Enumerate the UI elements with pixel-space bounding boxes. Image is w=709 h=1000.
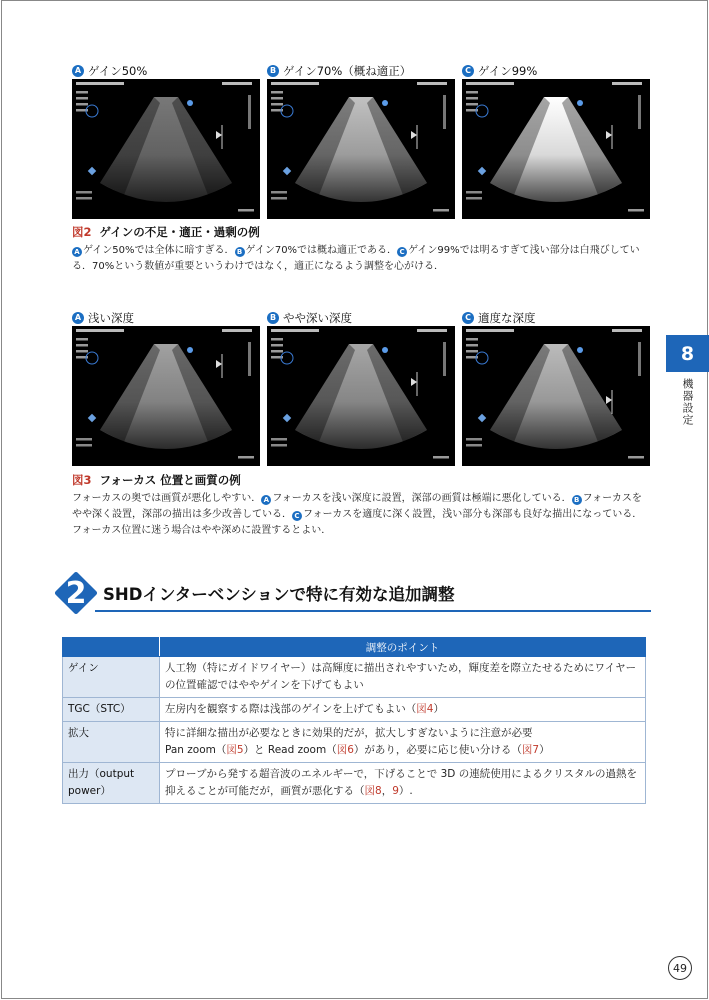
page-number: 49 — [668, 956, 692, 980]
panel-label: ゲイン50% — [88, 63, 148, 78]
figure-3-title: 図3 フォーカス 位置と画質の例 — [72, 473, 241, 487]
figure-number: 図2 — [72, 225, 92, 239]
table-column-header: 調整のポイント — [160, 638, 646, 657]
circle-letter-c: C — [462, 65, 474, 77]
panel-label: ゲイン70%（概ね適正） — [283, 63, 412, 78]
row-item: ゲイン — [63, 657, 160, 698]
figure-3-images — [72, 309, 650, 466]
ultrasound-image — [267, 79, 455, 219]
row-text: プローブから発する超音波のエネルギーで，下げることで 3D の連続使用によるクリスタルの過熱を抑えることが可能だが，画質が悪化する（図8，9）. — [160, 763, 646, 804]
circle-letter-b: B — [572, 495, 582, 505]
ultrasound-image — [72, 326, 260, 466]
table-row — [63, 698, 646, 722]
circle-letter-c: C — [462, 312, 474, 324]
figure-2-panel-c — [462, 62, 650, 219]
row-text: 人工物（特にガイドワイヤー）は高輝度に描出されやすいため，輝度差を際立たせるためにワイヤーの位置確認ではややゲインを下げてもよい — [160, 657, 646, 698]
ultrasound-image — [462, 79, 650, 219]
figure-2-caption: A ゲイン50%では全体に暗すぎる． B ゲイン70%では概ね適正である． C ゲイン99%では明るすぎて浅い部分は白飛びしている．70%という数値が重要というわけではなく，適正になるよう調整を心がける． — [72, 245, 640, 272]
figure-reference: 図6 — [336, 744, 354, 756]
circle-letter-b: B — [267, 65, 279, 77]
table-row — [63, 763, 646, 804]
circle-letter-a: A — [72, 247, 82, 257]
table-header-row — [63, 638, 646, 657]
figure-number: 図3 — [72, 473, 92, 487]
table-row — [63, 657, 646, 698]
row-item: 拡大 — [63, 722, 160, 763]
figure-3-panel-b — [267, 309, 455, 466]
figure-2-images — [72, 62, 650, 219]
section-number: 2 — [65, 575, 87, 611]
figure-reference: 図4 — [416, 703, 434, 715]
circle-letter-b: B — [267, 312, 279, 324]
circle-letter-c: C — [397, 247, 407, 257]
adjustment-table — [62, 637, 646, 804]
circle-letter-b: B — [235, 247, 245, 257]
panel-label: ゲイン99% — [478, 63, 538, 78]
figure-2-panel-b — [267, 62, 455, 219]
section-heading — [55, 570, 651, 616]
figure-2-title: 図2 ゲインの不足・適正・過剰の例 — [72, 225, 260, 239]
section-underline — [95, 610, 651, 612]
figure-reference: 図8 — [364, 785, 382, 797]
figure-reference: 9 — [392, 785, 399, 797]
chapter-tab: 8 — [666, 335, 709, 372]
figure-2-panel-a — [72, 62, 260, 219]
circle-letter-a: A — [72, 65, 84, 77]
section-title: SHDインターベンションで特に有効な追加調整 — [103, 585, 455, 604]
row-text: 特に詳細な描出が必要なときに効果的だが，拡大しすぎないように注意が必要 Pan zoom（図5）と Read zoom（図6）があり，必要に応じ使い分ける（図7） — [160, 722, 646, 763]
ultrasound-image — [267, 326, 455, 466]
panel-label: やや深い深度 — [283, 310, 352, 325]
row-item: TGC（STC） — [63, 698, 160, 722]
table-corner-cell — [63, 638, 160, 657]
figure-3-panel-c — [462, 309, 650, 466]
circle-letter-a: A — [72, 312, 84, 324]
row-text: 左房内を観察する際は浅部のゲインを上げてもよい（図4） — [160, 698, 646, 722]
chapter-label: 機器設定 — [681, 378, 694, 426]
row-item: 出力（output power） — [63, 763, 160, 804]
figure-reference: 図7 — [521, 744, 540, 756]
table-row — [63, 722, 646, 763]
panel-label: 適度な深度 — [478, 310, 536, 325]
circle-letter-c: C — [292, 511, 302, 521]
figure-3-caption: フォーカスの奥では画質が悪化しやすい． A フォーカスを浅い深度に設置，深部の画質は極端に悪化している． B フォーカスをやや深く設置，深部の描出は多少改善している． C フォーカスを適度に深く設置，浅い部分も深部も良好な描出になっている．フォーカス位置に迷う場合はやや深めに設置するとよい． — [72, 493, 643, 536]
circle-letter-a: A — [261, 495, 271, 505]
ultrasound-image — [72, 79, 260, 219]
panel-label: 浅い深度 — [88, 310, 134, 325]
ultrasound-image — [462, 326, 650, 466]
figure-reference: 図5 — [226, 744, 244, 756]
figure-3-panel-a — [72, 309, 260, 466]
